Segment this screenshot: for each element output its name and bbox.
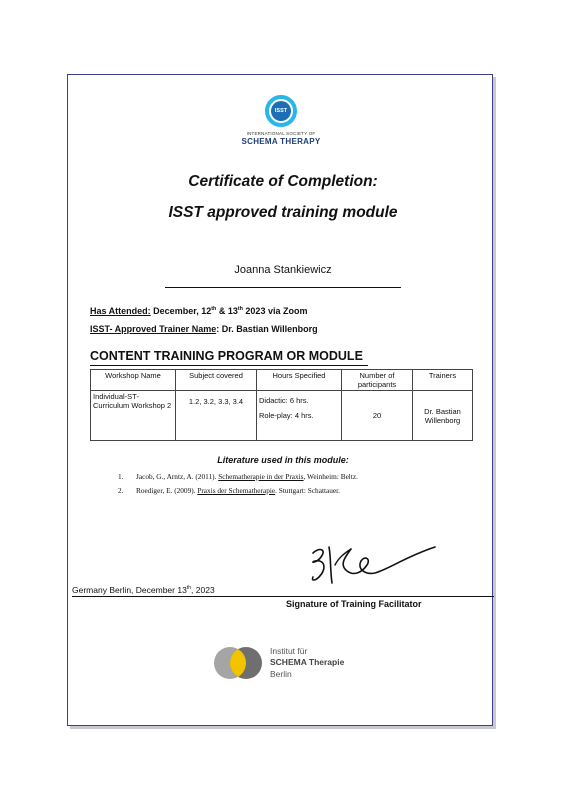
isst-logo-subtitle: INTERNATIONAL SOCIETY OF xyxy=(246,131,316,136)
module-table xyxy=(90,369,473,441)
signature-label: Signature of Training Facilitator xyxy=(286,599,422,609)
literature-item xyxy=(118,486,340,495)
institut-logo-line2: SCHEMA Therapie xyxy=(270,657,345,667)
attended-date-c: 2023 via Zoom xyxy=(242,306,308,316)
recipient-name: Joanna Stankiewicz xyxy=(234,264,332,276)
literature-number: 1. xyxy=(118,472,124,481)
literature-book-title: Schematherapie in der Praxis xyxy=(218,472,304,481)
hours-didactic: Didactic: 6 hrs. xyxy=(259,396,309,405)
institut-logo-line3: Berlin xyxy=(270,669,292,679)
table-header-cell: Hours Specified xyxy=(257,370,342,391)
literature-item xyxy=(118,472,358,481)
trainer-line xyxy=(90,324,318,334)
institut-logo-overlap xyxy=(230,647,246,679)
table-header-cell: Workshop Name xyxy=(91,370,176,391)
table-header-cell: Subject covered xyxy=(176,370,257,391)
literature-author: Jacob, G., Arntz, A. (2011). xyxy=(136,472,219,481)
place-date-text: Germany Berlin, December 13 xyxy=(72,585,187,595)
table-header-row xyxy=(91,370,473,391)
workshop-cell: Individual-ST-Curriculum Workshop 2 xyxy=(91,391,176,441)
isst-logo-name: SCHEMA THERAPY xyxy=(241,137,321,146)
table-header-cell: Number of participants xyxy=(342,370,413,391)
place-date xyxy=(72,585,215,595)
literature-title: Literature used in this module: xyxy=(217,455,349,465)
literature-book-title: Praxis der Schematherapie xyxy=(197,486,276,495)
isst-logo-icon xyxy=(265,95,297,127)
place-date-year: , 2023 xyxy=(191,585,215,595)
section-title: CONTENT TRAINING PROGRAM OR MODULE xyxy=(90,349,363,363)
attended-label: Has Attended: xyxy=(90,306,151,316)
section-underline xyxy=(90,365,368,366)
hours-cell xyxy=(257,391,342,441)
trainer-label: ISST- Approved Trainer Name xyxy=(90,324,217,334)
attended-line xyxy=(90,306,307,316)
trainer-sep: : xyxy=(216,324,222,334)
certificate-title: Certificate of Completion: xyxy=(188,173,378,190)
place-date-sup: th xyxy=(186,585,192,592)
signature-icon xyxy=(305,543,445,589)
certificate-subtitle: ISST approved training module xyxy=(168,204,398,221)
trainers-cell: Dr. Bastian Willenborg xyxy=(413,391,473,441)
trainer-name: Dr. Bastian Willenborg xyxy=(221,324,318,334)
attended-date-b: & 13 xyxy=(216,306,238,316)
literature-author: Roediger, E. (2009). xyxy=(136,486,198,495)
isst-logo-text: ISST xyxy=(271,101,291,121)
literature-publisher: , Weinheim: Beltz. xyxy=(303,472,358,481)
institut-logo-line1: Institut für xyxy=(270,646,308,656)
literature-publisher: . Stuttgart: Schattauer. xyxy=(275,486,340,495)
hours-roleplay: Role-play: 4 hrs. xyxy=(259,411,314,420)
attended-sup-b: th xyxy=(237,306,243,312)
signature-line xyxy=(72,596,494,597)
table-row xyxy=(91,391,473,441)
participants-cell: 20 xyxy=(342,391,413,441)
recipient-underline xyxy=(165,287,401,288)
subjects-cell: 1.2, 3.2, 3.3, 3.4 xyxy=(176,391,257,441)
table-header-cell: Trainers xyxy=(413,370,473,391)
literature-number: 2. xyxy=(118,486,124,495)
attended-date-a: December, 12 xyxy=(150,306,212,316)
attended-sup-a: th xyxy=(211,306,217,312)
